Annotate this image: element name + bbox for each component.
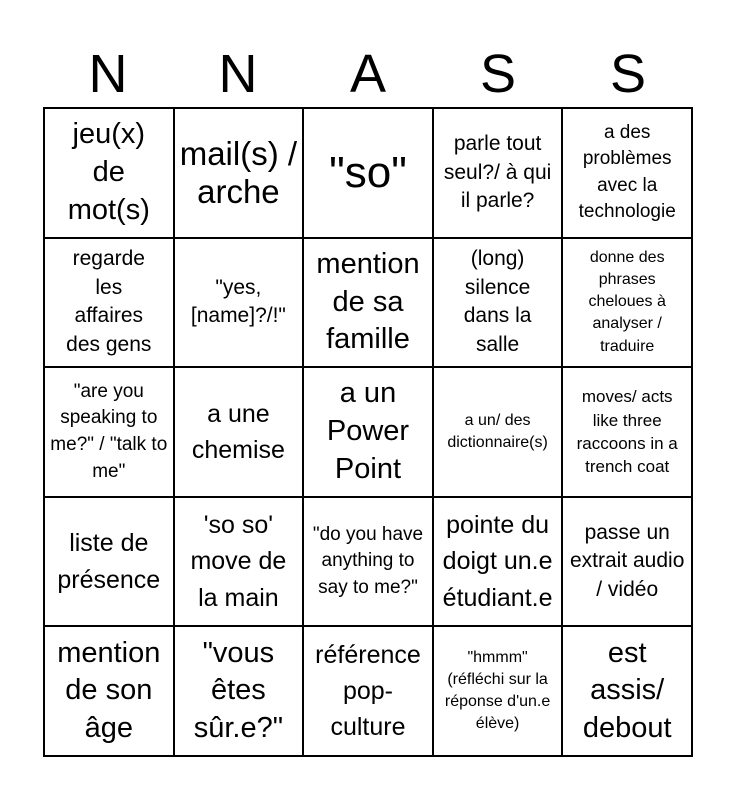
header-letter-3: A	[349, 44, 387, 104]
bingo-cell[interactable]: jeu(x) de mot(s)	[44, 108, 174, 238]
bingo-cell[interactable]: a un/ des dictionnaire(s)	[433, 367, 563, 497]
bingo-cell[interactable]: donne des phrases cheloues à analyser / traduire	[562, 238, 692, 368]
bingo-cell[interactable]: "vous êtes sûr.e?"	[174, 626, 304, 756]
bingo-cell[interactable]: passe un extrait audio / vidéo	[562, 497, 692, 627]
bingo-cell[interactable]: "yes, [name]?/!"	[174, 238, 304, 368]
bingo-cell[interactable]: parle tout seul?/ à qui il parle?	[433, 108, 563, 238]
bingo-cell[interactable]: "so"	[303, 108, 433, 238]
bingo-cell[interactable]: a des problèmes avec la technologie	[562, 108, 692, 238]
bingo-cell[interactable]: référence pop-culture	[303, 626, 433, 756]
bingo-cell[interactable]: moves/ acts like three raccoons in a trench coat	[562, 367, 692, 497]
bingo-cell[interactable]: 'so so' move de la main	[174, 497, 304, 627]
bingo-cell[interactable]: (long) silence dans la salle	[433, 238, 563, 368]
bingo-cell[interactable]: mail(s) / arche	[174, 108, 304, 238]
header-letter-5: S	[609, 44, 647, 104]
bingo-cell[interactable]: a une chemise	[174, 367, 304, 497]
bingo-cell[interactable]: "do you have anything to say to me?"	[303, 497, 433, 627]
bingo-cell[interactable]: "hmmm" (réfléchi sur la réponse d'un.e élève)	[433, 626, 563, 756]
header-letter-4: S	[479, 44, 517, 104]
bingo-cell[interactable]: est assis/ debout	[562, 626, 692, 756]
bingo-cell[interactable]: mention de son âge	[44, 626, 174, 756]
bingo-cell[interactable]: mention de sa famille	[303, 238, 433, 368]
bingo-cell[interactable]: "are you speaking to me?" / "talk to me"	[44, 367, 174, 497]
header-letter-2: N	[218, 44, 258, 104]
header-letter-1: N	[88, 44, 128, 104]
bingo-cell[interactable]: regarde les affaires des gens	[44, 238, 174, 368]
bingo-cell[interactable]: a un Power Point	[303, 367, 433, 497]
bingo-header	[43, 40, 693, 108]
bingo-cell[interactable]: pointe du doigt un.e étudiant.e	[433, 497, 563, 627]
bingo-board	[43, 107, 693, 757]
bingo-cell[interactable]: liste de présence	[44, 497, 174, 627]
